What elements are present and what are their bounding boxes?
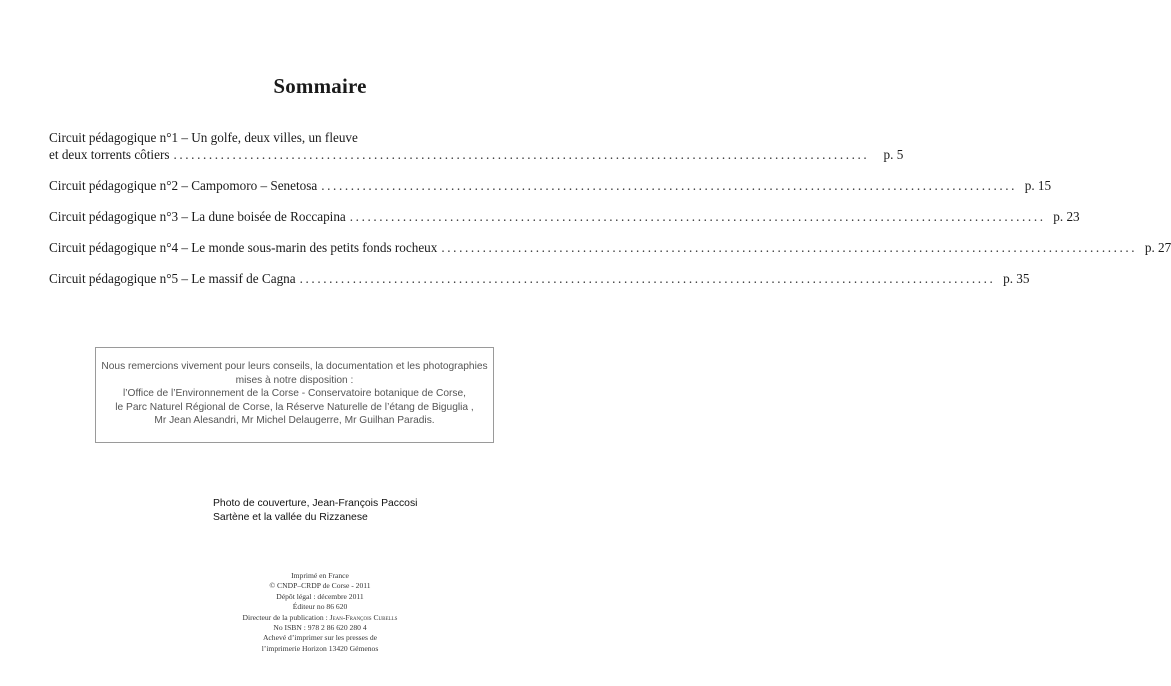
colophon-finished: Achevé d’imprimer sur les presses de <box>262 633 378 643</box>
colophon-printer: l’imprimerie Horizon 13420 Gémenos <box>261 643 379 653</box>
leader-dots: ...................................................................................................................... <box>321 178 1018 193</box>
leader-dots: ...................................................................................................................... <box>299 271 996 286</box>
colophon <box>0 571 640 654</box>
toc-entry-2-page: p. 15 <box>1024 178 1052 193</box>
colophon-legal-deposit: Dépôt légal : décembre 2011 <box>276 591 364 601</box>
toc-entry-3[interactable] <box>49 208 1080 225</box>
toc-entry-1[interactable] <box>49 129 904 163</box>
colophon-director-label: Directeur de la publication : <box>242 612 328 622</box>
toc-entry-1-title-line: Circuit pédagogique n°1 – Un golfe, deux villes, un fleuve <box>49 130 358 145</box>
acknowledgement-line: le Parc Naturel Régional de Corse, la Réserve Naturelle de l’étang de Biguglia , <box>115 401 474 413</box>
toc-entry-4[interactable] <box>49 239 1171 256</box>
colophon-copyright: © CNDP–CRDP de Corse - 2011 <box>269 581 371 591</box>
acknowledgements-box <box>95 347 494 443</box>
acknowledgement-line: l’Office de l’Environnement de la Corse - Conservatoire botanique de Corse, <box>123 388 466 400</box>
toc-entry-3-page: p. 23 <box>1053 209 1080 224</box>
colophon-printed: Imprimé en France <box>291 571 349 580</box>
colophon-isbn: No ISBN : 978 2 86 620 280 4 <box>273 623 367 633</box>
toc-entry-3-title: Circuit pédagogique n°3 – La dune boisée de Roccapina <box>49 209 346 224</box>
toc-entry-1-page: p. 5 <box>883 147 904 162</box>
toc-entry-4-title: Circuit pédagogique n°4 – Le monde sous-marin des petits fonds rocheux <box>49 240 438 255</box>
leader-dots: ...................................................................................................................... <box>349 209 1046 224</box>
page-title: Sommaire <box>273 74 367 98</box>
acknowledgement-line: Nous remercions vivement pour leurs conseils, la documentation et les photographies <box>101 361 488 372</box>
toc-entry-2-title: Circuit pédagogique n°2 – Campomoro – Senetosa <box>49 178 318 193</box>
toc-entry-1-title: et deux torrents côtiers <box>49 147 170 162</box>
toc-entry-5-title: Circuit pédagogique n°5 – Le massif de Cagna <box>49 271 296 286</box>
leader-dots: ...................................................................................................................... <box>173 147 870 162</box>
colophon-director-name: Jean-François Cubells <box>329 612 398 622</box>
acknowledgement-line: mises à notre disposition : <box>235 374 354 386</box>
toc-entry-2[interactable] <box>49 177 1052 194</box>
acknowledgement-line: Mr Jean Alesandri, Mr Michel Delaugerre, Mr Guilhan Paradis. <box>154 415 435 427</box>
colophon-director <box>0 613 640 623</box>
photo-credit-line: Photo de couverture, Jean-François Paccosi <box>213 498 418 509</box>
photo-credit <box>213 497 417 525</box>
photo-caption-line: Sartène et la vallée du Rizzanese <box>213 512 368 523</box>
leader-dots: ...................................................................................................................... <box>441 240 1138 255</box>
toc-entry-4-page: p. 27 <box>1144 240 1171 255</box>
toc-entry-5[interactable] <box>49 270 1030 287</box>
toc-entry-5-page: p. 35 <box>1003 271 1030 286</box>
colophon-publisher-number: Éditeur no 86 620 <box>292 602 348 612</box>
